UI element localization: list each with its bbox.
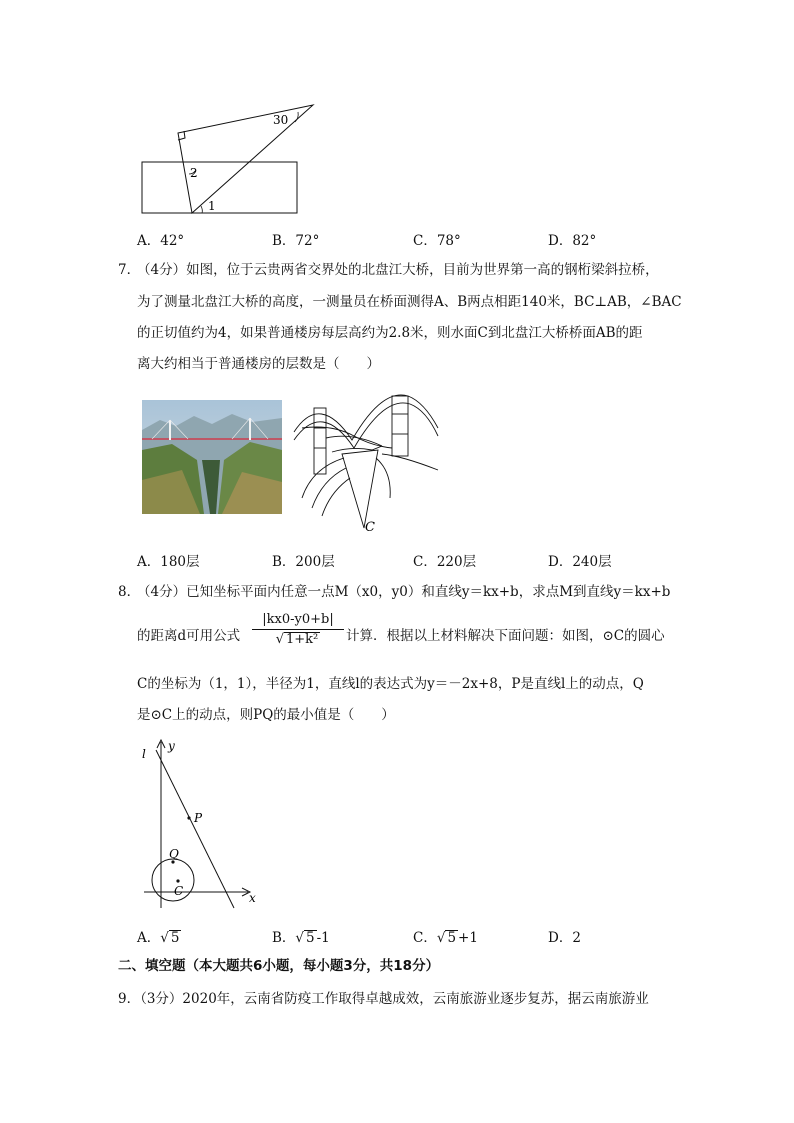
line-l-label: l [142, 747, 146, 761]
angle-1-label: 1 [208, 199, 216, 213]
q7-line-4: 离大约相当于普通楼房的层数是（ ） [137, 356, 380, 372]
q7-line-2: 为了测量北盘江大桥的高度，一测量员在桥面测得A、B两点相距140米，BC⊥AB，∠BAC [137, 294, 682, 310]
q8-line-2-pre: 的距离d可用公式 [137, 628, 241, 644]
q7-line-1: （4分）如图，位于云贵两省交界处的北盘江大桥，目前为世界第一高的钢桁梁斜拉桥， [137, 262, 659, 278]
point-p-label: P [194, 811, 203, 825]
section-2-title: 二、填空题（本大题共6小题，每小题3分，共18分） [118, 958, 440, 974]
q9-text: 9．（3分）2020年，云南省防疫工作取得卓越成效，云南旅游业逐步复苏，据云南旅游业 [118, 991, 649, 1007]
angle-2-label: 2 [190, 166, 198, 180]
q6-option-a: A．42° [137, 233, 185, 249]
q7-number: 7． [118, 262, 141, 278]
q8-line-3: C的坐标为（1，1），半径为1，直线l的表达式为y＝－2x+8，P是直线l上的动点，Q [137, 676, 644, 692]
angle-30-label: 30 [273, 113, 289, 127]
formula-numerator: |kx0-y0+b| [252, 612, 344, 630]
x-axis-label: x [249, 891, 256, 905]
q7-line-3: 的正切值约为4，如果普通楼房每层高约为2.8米，则水面C到北盘江大桥桥面AB的距 [137, 325, 643, 341]
q7-option-d: D．240层 [548, 554, 612, 570]
formula-denominator: 1+k² [286, 632, 319, 647]
distance-formula: $\frac{|kx0-y0+b|}{\text{√ 1+k²}}$ [252, 612, 344, 647]
q6-option-c: C．78° [413, 233, 461, 249]
q8-number: 8． [118, 584, 141, 600]
point-c-label: C [174, 884, 184, 898]
q8-option-d: D．2 [548, 930, 581, 946]
q6-option-b: B．72° [272, 233, 320, 249]
q8-option-a: A．√ 5 [137, 930, 180, 946]
point-q-label: Q [169, 847, 179, 861]
q6-figure [135, 98, 320, 220]
q7-option-c: C．220层 [413, 554, 477, 570]
bridge-point-c-label: C [365, 520, 375, 535]
q7-option-a: A．180层 [137, 554, 200, 570]
q8-line-4: 是⊙C上的动点，则PQ的最小值是（ ） [137, 707, 395, 723]
q8-option-b: B．√ 5 -1 [272, 930, 330, 946]
bridge-sketch [292, 388, 440, 536]
q8-line-1: （4分）已知坐标平面内任意一点M（x0，y0）和直线y＝kx+b，求点M到直线y＝kx+b [137, 584, 671, 600]
bridge-photo [142, 400, 282, 514]
q8-coordinate-figure [136, 736, 266, 914]
q8-option-c: C．√ 5 +1 [413, 930, 478, 946]
y-axis-label: y [168, 739, 175, 753]
q8-line-2-post: 计算．根据以上材料解决下面问题：如图，⊙C的圆心 [346, 628, 665, 644]
q7-option-b: B．200层 [272, 554, 335, 570]
q6-option-d: D．82° [548, 233, 597, 249]
